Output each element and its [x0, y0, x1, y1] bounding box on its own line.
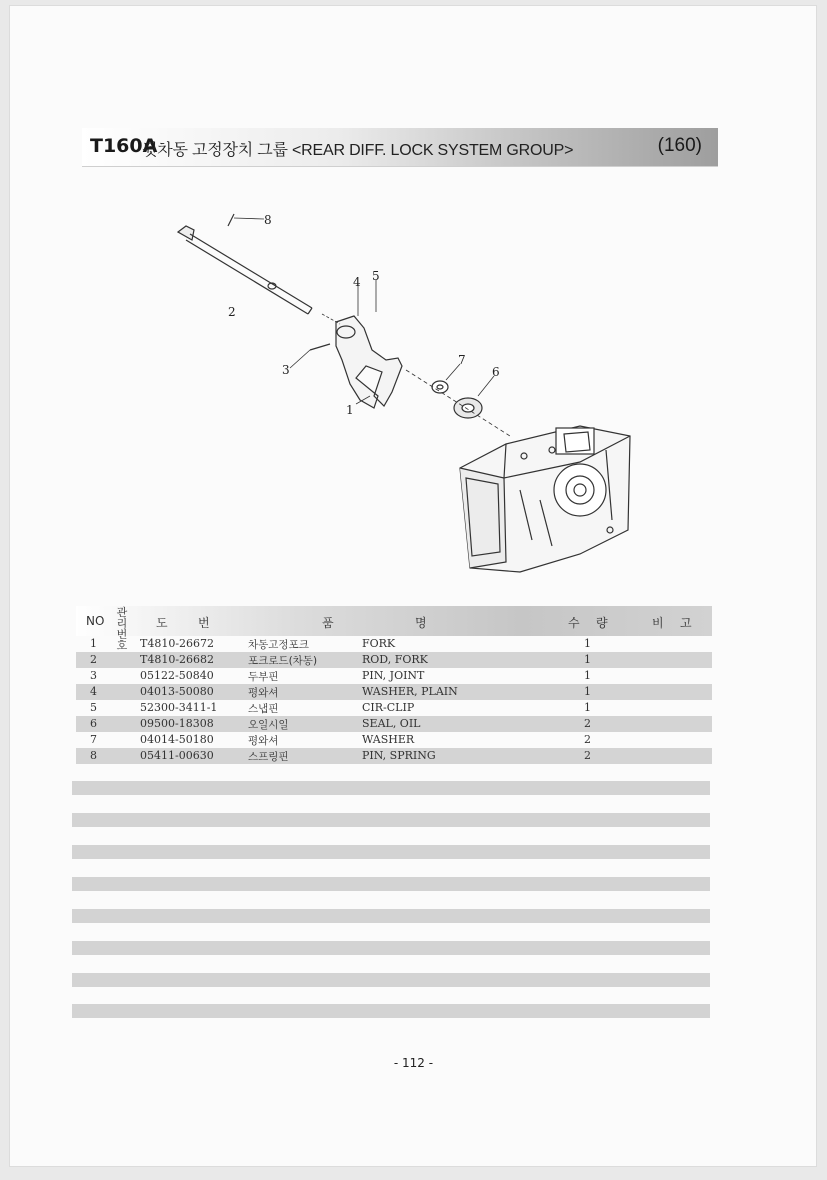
row-english-name: PIN, JOINT	[362, 669, 425, 682]
table-row	[76, 652, 712, 668]
row-quantity: 2	[584, 717, 591, 730]
row-no: 5	[90, 701, 97, 714]
header-part-name-2: 명	[415, 616, 427, 630]
header-quantity-1: 수	[568, 616, 580, 630]
row-english-name: SEAL, OIL	[362, 717, 421, 730]
empty-table-row	[72, 1004, 710, 1018]
row-english-name: WASHER, PLAIN	[362, 685, 458, 698]
callout-3: 3	[282, 363, 290, 377]
row-no: 8	[90, 749, 97, 762]
diagram-drawing	[160, 200, 660, 590]
empty-table-row	[72, 845, 710, 859]
row-no: 2	[90, 653, 97, 666]
table-row	[76, 684, 712, 700]
callout-8: 8	[264, 213, 272, 227]
table-row	[76, 748, 712, 764]
header-mgmt-number: 관리 번호	[116, 606, 128, 652]
header-remarks-1: 비	[652, 616, 664, 630]
callout-6: 6	[492, 365, 500, 379]
row-quantity: 1	[584, 669, 591, 682]
empty-table-row	[72, 909, 710, 923]
header-quantity-2: 량	[596, 616, 608, 630]
row-no: 4	[90, 685, 97, 698]
empty-table-row	[72, 813, 710, 827]
header-part-name-1: 품	[322, 616, 334, 630]
empty-table-row	[72, 973, 710, 987]
group-code: T160A	[90, 135, 158, 157]
header-drawing-number-2: 번	[198, 616, 210, 630]
empty-table-row	[72, 877, 710, 891]
callout-7: 7	[458, 353, 466, 367]
callout-1: 1	[346, 403, 354, 417]
row-quantity: 2	[584, 733, 591, 746]
table-row	[76, 700, 712, 716]
empty-table-row	[72, 781, 710, 795]
callout-5: 5	[372, 269, 380, 283]
row-korean-name: 평와셔	[248, 735, 279, 747]
row-part-number: 04014-50180	[140, 733, 214, 746]
header-drawing-number-1: 도	[156, 616, 168, 630]
row-english-name: PIN, SPRING	[362, 749, 436, 762]
row-english-name: ROD, FORK	[362, 653, 428, 666]
row-part-number: 09500-18308	[140, 717, 214, 730]
table-row	[76, 716, 712, 732]
row-korean-name: 포크로드(차동)	[248, 655, 318, 667]
title-bar	[82, 128, 718, 167]
row-part-number: 05411-00630	[140, 749, 214, 762]
group-title: 뒷차동 고정장치 그룹 <REAR DIFF. LOCK SYSTEM GROUP>	[142, 142, 574, 159]
table-row	[76, 732, 712, 748]
group-page-code: (160)	[657, 135, 702, 156]
row-no: 3	[90, 669, 97, 682]
row-korean-name: 두부핀	[248, 671, 279, 683]
row-part-number: T4810-26682	[140, 653, 215, 666]
exploded-parts-diagram	[160, 200, 660, 590]
row-quantity: 1	[584, 685, 591, 698]
callout-4: 4	[353, 275, 361, 289]
row-korean-name: 스프링핀	[248, 751, 289, 763]
row-quantity: 1	[584, 637, 591, 650]
row-quantity: 1	[584, 653, 591, 666]
table-row	[76, 636, 712, 652]
row-quantity: 1	[584, 701, 591, 714]
row-part-number: 04013-50080	[140, 685, 214, 698]
row-no: 1	[90, 637, 97, 650]
header-no: NO	[86, 614, 105, 628]
row-part-number: 05122-50840	[140, 669, 214, 682]
row-english-name: FORK	[362, 637, 396, 650]
page-number: - 112 -	[393, 1056, 434, 1070]
row-korean-name: 차동고정포크	[248, 639, 309, 651]
row-korean-name: 스냅핀	[248, 703, 279, 715]
row-english-name: CIR-CLIP	[362, 701, 415, 714]
row-quantity: 2	[584, 749, 591, 762]
row-english-name: WASHER	[362, 733, 415, 746]
parts-table-body	[76, 636, 712, 764]
empty-table-row	[72, 941, 710, 955]
row-no: 6	[90, 717, 97, 730]
row-part-number: 52300-3411-1	[140, 701, 218, 714]
header-remarks-2: 고	[680, 616, 692, 630]
callout-2: 2	[228, 305, 236, 319]
row-korean-name: 평와셔	[248, 687, 279, 699]
row-no: 7	[90, 733, 97, 746]
row-part-number: T4810-26672	[140, 637, 215, 650]
table-row	[76, 668, 712, 684]
row-korean-name: 오일시일	[248, 719, 289, 731]
